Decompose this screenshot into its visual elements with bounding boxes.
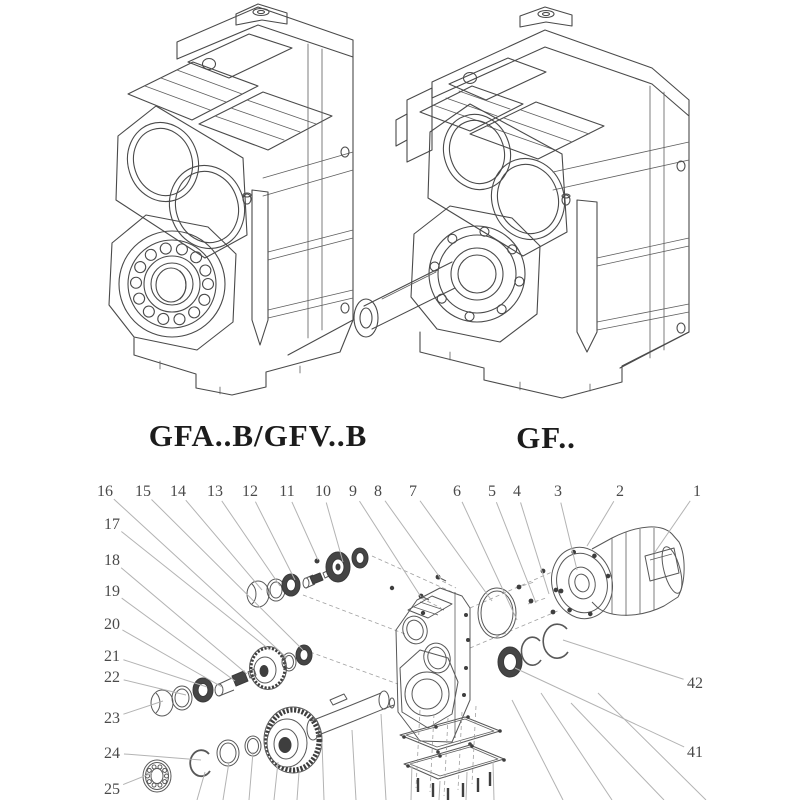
figure-label-gf: GF.. [516,420,576,455]
leader-line [462,502,517,620]
snap-ring-icon [190,750,210,776]
exploded-diagram [143,527,686,800]
leader-line-cut [571,703,664,800]
gear-icon [326,552,350,582]
leader-line [561,503,577,570]
ball-bearing-icon [143,760,171,792]
callout-number: 13 [207,483,223,500]
callout-number: 23 [104,710,120,727]
leader-line [292,502,318,560]
bearing-icon [498,647,522,677]
leader-line [515,668,684,747]
callout-number: 20 [104,616,120,633]
gearbox-drawing-gfab [109,4,353,395]
leader-line [563,640,684,679]
flange-bolt-holes [429,226,524,321]
callout-number: 14 [170,483,186,500]
input-shaft-parts [247,548,368,607]
leader-line-cut [466,772,467,800]
leader-line [420,501,492,601]
leader-line [124,754,201,760]
leader-line-cut [322,742,324,800]
callout-number: 12 [242,483,258,500]
leader-line [359,501,421,597]
leader-line [255,502,295,580]
snap-ring-icon [521,637,541,665]
leader-line [655,501,690,552]
callout-number: 15 [135,483,151,500]
callout-number: 1 [693,483,701,500]
callout-number: 4 [513,483,521,500]
callout-number: 17 [104,516,120,533]
callout-number: 7 [409,483,417,500]
callout-number: 41 [687,744,703,761]
figure-label-gfab: GFA..B/GFV..B [148,418,368,453]
callout-number: 16 [97,483,113,500]
callout-number: 19 [104,583,120,600]
leader-line [385,501,441,579]
callout-number: 10 [315,483,331,500]
callout-number: 18 [104,552,120,569]
callout-layer [97,483,706,800]
snap-ring-icon [543,624,568,658]
bearing-icon [296,645,312,665]
bearing-icon [352,548,368,568]
callout-number: 2 [616,483,624,500]
callout-number: 3 [554,483,562,500]
callout-number: 25 [104,781,120,798]
callout-number: 8 [374,483,382,500]
callout-number: 42 [687,675,703,692]
leader-line [122,630,222,687]
gearbox-drawing-gf [354,7,689,398]
leader-line-cut [381,714,386,800]
intermediate-shaft-parts [151,645,312,716]
cover-bolts [418,772,490,800]
callout-number: 6 [453,483,461,500]
leader-line-cut [439,781,440,800]
output-shaft-parts [143,691,395,792]
assembly-bolts [390,569,564,616]
leader-line-cut [274,762,278,800]
motor-side-rings [478,588,568,677]
leader-line [222,501,280,586]
key-icon [330,694,347,705]
leader-line [521,502,549,594]
callout-number: 22 [104,669,120,686]
bearing-icon [282,574,300,596]
callout-number: 21 [104,648,120,665]
leader-line-cut [297,772,299,800]
leader-line [152,499,303,650]
leader-line-cut [493,762,494,800]
leader-line-cut [223,762,229,800]
leader-line-cut [249,752,253,800]
motor-icon [544,527,686,626]
bearing-icon [193,678,213,702]
bearing-ball-cage [130,242,213,326]
callout-number: 9 [349,483,357,500]
leader-line-cut [352,730,356,800]
callout-number: 24 [104,745,120,762]
leader-line [121,568,247,674]
callout-number: 5 [488,483,496,500]
callout-number: 11 [279,483,295,500]
